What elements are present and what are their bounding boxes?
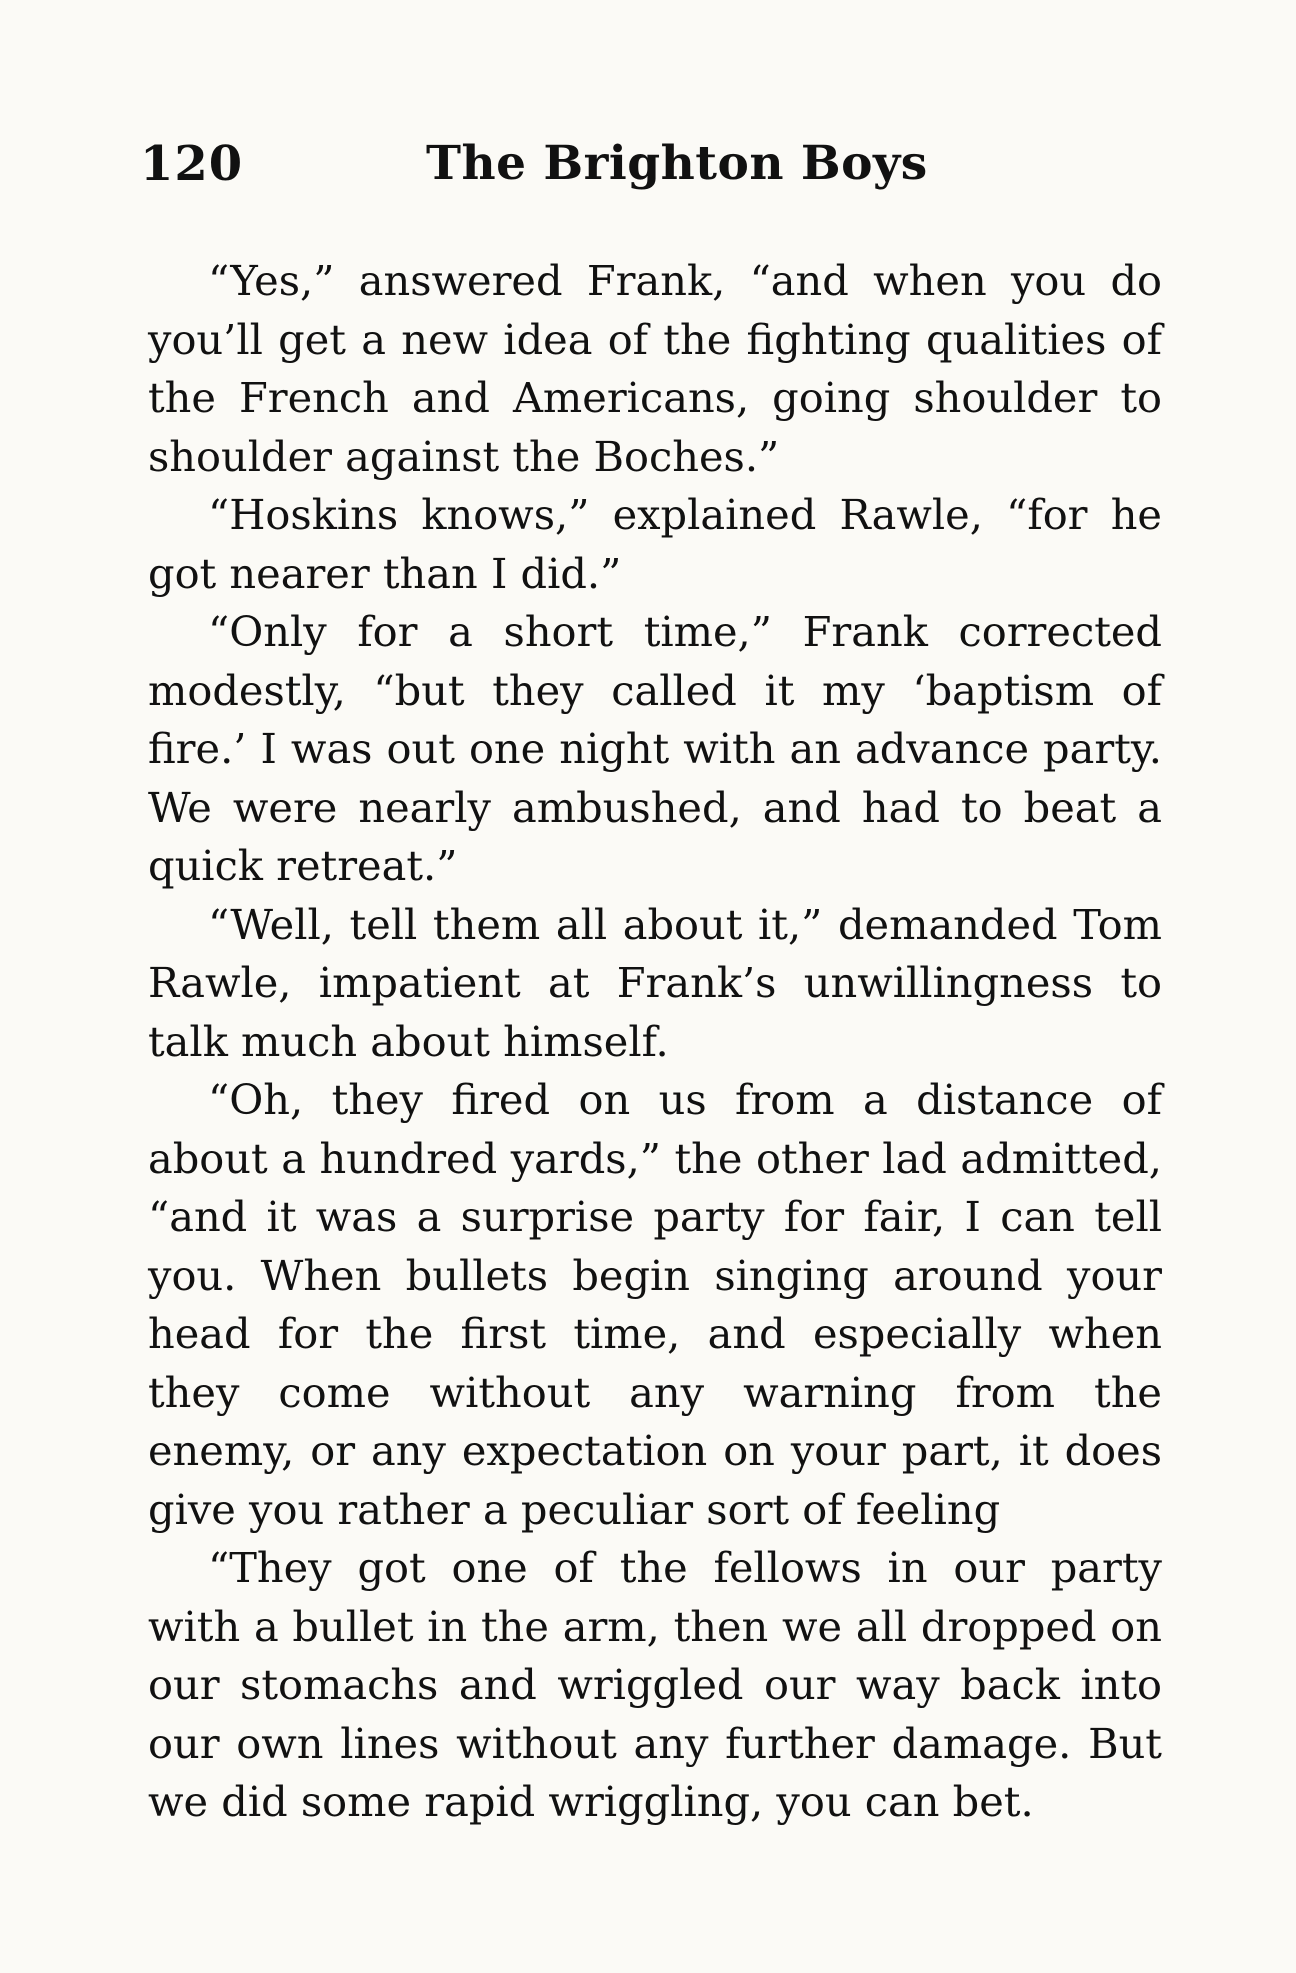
paragraph: “Hoskins knows,” explained Rawle, “for he got nearer than I did.” bbox=[148, 490, 1162, 598]
body-text bbox=[148, 252, 1162, 1832]
paragraph: “Oh, they fired on us from a distance of about a hundred yards,” the other lad admitted, “and it was a surprise party for fair, I can tell you. When bullets begin singing around your head for the first time, and especially when they come without any warning from the enemy, or any expectation on your part, it does give you rather a peculiar sort of feeling bbox=[148, 1075, 1162, 1534]
running-header bbox=[140, 136, 1160, 206]
running-title: The Brighton Boys bbox=[426, 136, 928, 191]
page-number: 120 bbox=[140, 136, 244, 192]
paragraph: “Yes,” answered Frank, “and when you do you’ll get a new idea of the fighting qualities of the French and Americans, going shoulder to shoulder against the Boches.” bbox=[148, 256, 1162, 481]
paragraph: “They got one of the fellows in our party with a bullet in the arm, then we all dropped on our stomachs and wriggled our way back into our own lines without any further damage. But we did some rapid wriggling, you can bet. bbox=[148, 1543, 1162, 1826]
paragraph: “Only for a short time,” Frank corrected modestly, “but they called it my ‘baptism of fire.’ I was out one night with an advance party. We were nearly ambushed, and had to beat a quick retreat.” bbox=[148, 607, 1162, 890]
paragraph: “Well, tell them all about it,” demanded Tom Rawle, impatient at Frank’s unwillingness to talk much about himself. bbox=[148, 899, 1162, 1066]
